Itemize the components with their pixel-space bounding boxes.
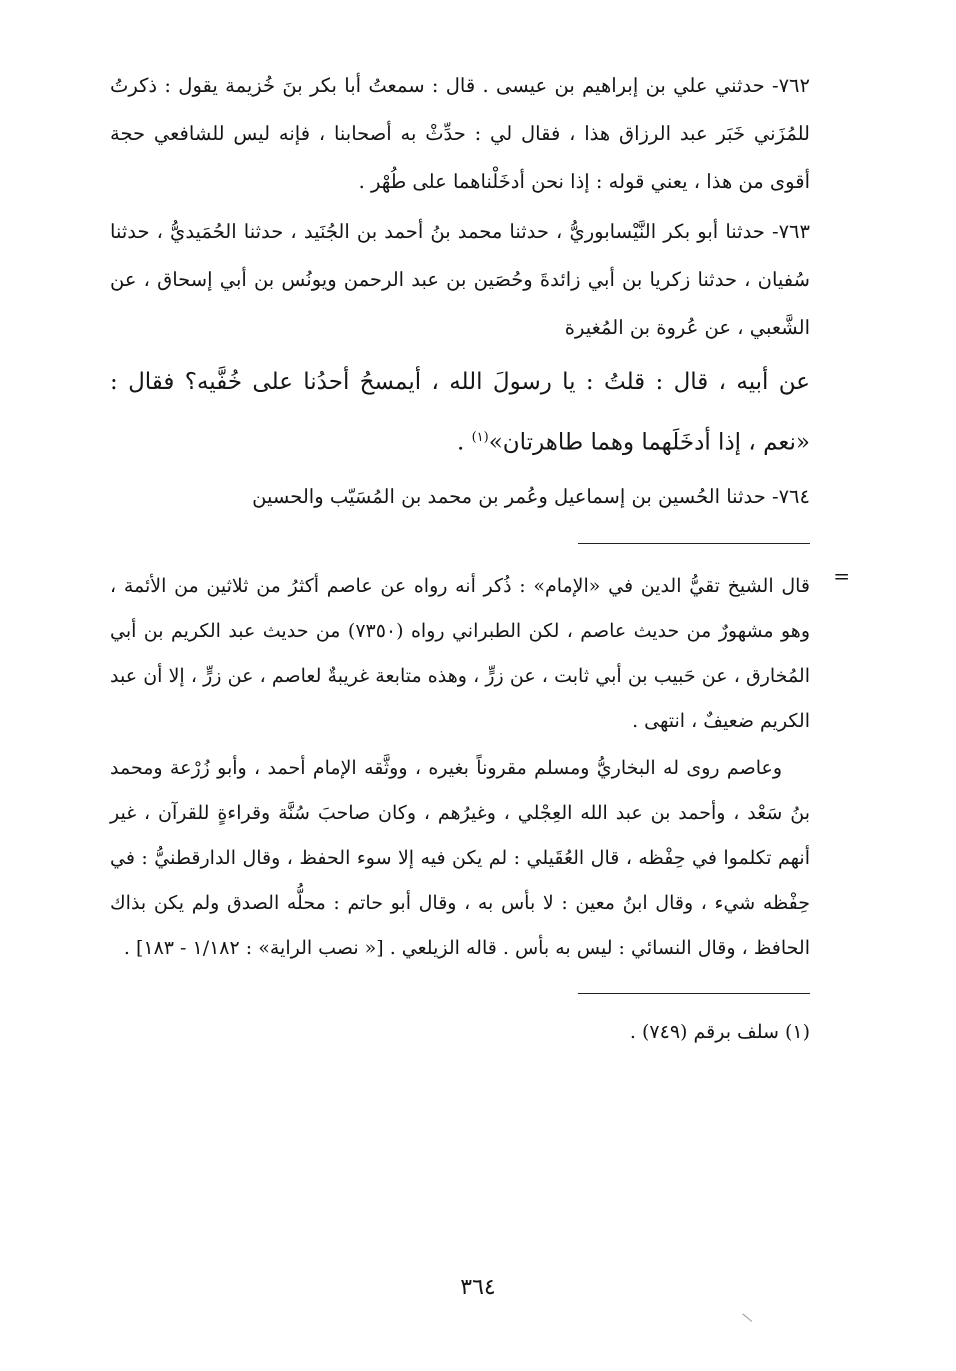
continued-notes xyxy=(110,563,850,971)
hadith-matn: عن أبيه ، قال : قلتُ : يا رسولَ الله ، أيمسحُ أحدُنا على خُفَّيه؟ فقال : «نعم ، إذا أدخَلَهما وهما طاهرتان» xyxy=(110,369,810,456)
page-number: ٣٦٤ xyxy=(460,1275,496,1300)
note-paragraph-1: قال الشيخ تقيُّ الدين في «الإمام» : ذُكر أنه رواه عن عاصم أكثرُ من ثلاثين من الأئمة ، وهو مشهورٌ من حديث عاصم ، لكن الطبراني رواه (٧٣٥٠) من حديث عبد الكريم بن أبي المُخارق ، عن حَبيب بن أبي ثابت ، عن زرٍّ ، وهذه متابعة غريبةٌ لعاصم ، عن زرٍّ ، إلا أن عبد الكريم ضعيفٌ ، انتهى . xyxy=(110,574,810,732)
hadith-764-paragraph: ٧٦٤- حدثنا الحُسين بن إسماعيل وعُمر بن محمد بن المُسَيّب والحسين xyxy=(252,484,810,508)
footnote-1: (١) سلف برقم (٧٤٩) . xyxy=(629,1020,810,1043)
continuation-marker: = xyxy=(833,563,850,588)
footnote-reference[interactable]: (١) xyxy=(471,430,489,445)
hadith-end-punctuation: . xyxy=(456,429,472,456)
scan-mark xyxy=(736,1313,752,1329)
footnote-separator xyxy=(578,993,810,994)
prophetic-hadith-text xyxy=(110,354,810,471)
note-paragraph-2: وعاصم روى له البخاريُّ ومسلم مقروناً بغيره ، ووثَّقه الإمام أحمد ، وأبو زُرْعة ومحمد بنُ سَعْد ، وأحمد بن عبد الله العِجْلي ، وغيرُهم ، وكان صاحبَ سُنَّة وقراءةٍ للقرآن ، غير أنهم تكلموا في حِفْظه ، قال العُقَيلي : لم يكن فيه إلا سوء الحفظ ، وقال الدارقطنيُّ : في حِفْظه شيء ، وقال ابنُ معين : لا بأس به ، وقال أبو حاتم : محلُّه الصدق ولم يكن بذاك الحافظ ، وقال النسائي : ليس به بأس . قاله الزيلعي . [« نصب الراية» : ١/١٨٢ - ١٨٣] . xyxy=(110,756,810,959)
page-body xyxy=(110,62,850,1052)
hadith-762-paragraph: ٧٦٢- حدثني علي بن إبراهيم بن عيسى . قال : سمعتُ أبا بكر بنَ خُزيمة يقول : ذكرتُ للمُزَني خَبَر عبد الرزاق هذا ، فقال لي : حدِّثْ به أصحابنا ، فإنه ليس للشافعي حجة أقوى من هذا ، يعني قوله : إذا نحن أدخَلْناهما على طُهْر . xyxy=(110,74,810,193)
hadith-763-paragraph: ٧٦٣- حدثنا أبو بكر النَّيْسابوريُّ ، حدثنا محمد بنُ أحمد بن الجُنَيد ، حدثنا الحُمَيديُّ ، حدثنا سُفيان ، حدثنا زكريا بن أبي زائدةَ وحُصَين بن عبد الرحمن ويونُس بن أبي إسحاق ، عن الشَّعبي ، عن عُروة بن المُغيرة xyxy=(110,220,810,339)
notes-separator xyxy=(578,543,810,544)
